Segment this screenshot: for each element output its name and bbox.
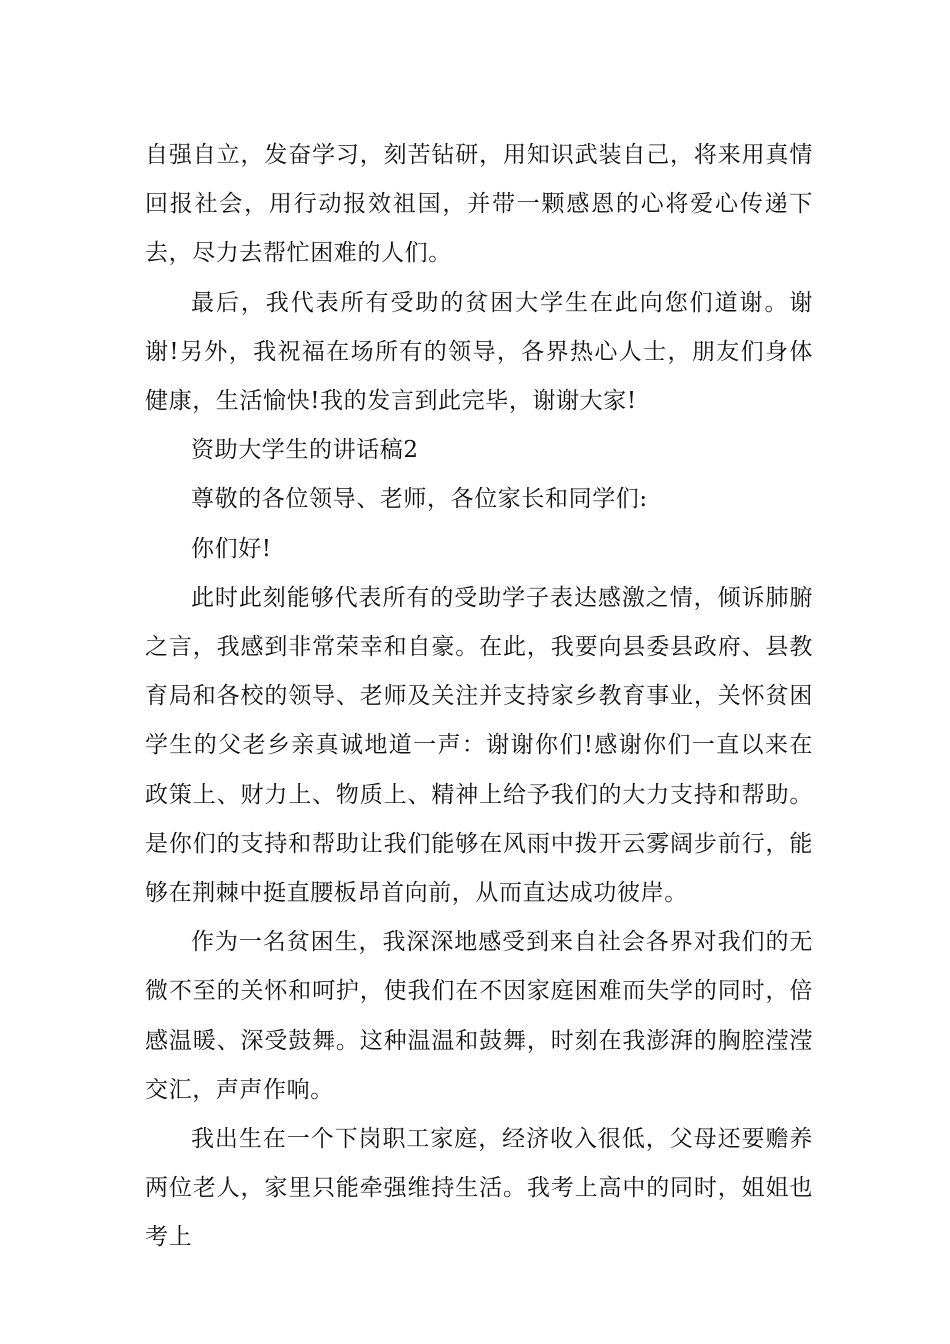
paragraph-gratitude: 此时此刻能够代表所有的受助学子表达感激之情，倾诉肺腑之言，我感到非常荣幸和自豪。在此，我要向县委县政府、县教育局和各校的领导、老师及关注并支持家乡教育事业，关怀贫困学生的父老乡亲真诚地道一声：谢谢你们!感谢你们一直以来在政策上、财力上、物质上、精神上给予我们的大力支持和帮助。是你们的支持和帮助让我们能够在风雨中拨开云雾阔步前行，能够在荆棘中挺直腰板昂首向前，从而直达成功彼岸。 (145, 584, 813, 907)
paragraph-continuation: 自强自立，发奋学习，刻苦钻研，用知识武装自己，将来用真情回报社会，用行动报效祖国，并带一颗感恩的心将爱心传递下去，尽力去帮忙困难的人们。 (145, 142, 813, 267)
greeting: 你们好! (191, 535, 272, 562)
salutation: 尊敬的各位领导、老师，各位家长和同学们: (191, 486, 648, 513)
document-body (145, 131, 813, 1263)
section-heading: 资助大学生的讲话稿2 (191, 437, 419, 464)
paragraph-family-background: 我出生在一个下岗职工家庭，经济收入很低，父母还要赡养两位老人，家里只能牵强维持生活。我考上高中的同时，姐姐也考上 (145, 1126, 813, 1251)
paragraph-closing-thanks: 最后，我代表所有受助的贫困大学生在此向您们道谢。谢谢!另外，我祝福在场所有的领导，各界热心人士，朋友们身体健康，生活愉快!我的发言到此完毕，谢谢大家! (145, 289, 813, 415)
paragraph-feelings: 作为一名贫困生，我深深地感受到来自社会各界对我们的无微不至的关怀和呵护，使我们在不因家庭困难而失学的同时，倍感温暖、深受鼓舞。这种温温和鼓舞，时刻在我澎湃的胸腔滢滢交汇，声声作响。 (145, 929, 813, 1103)
